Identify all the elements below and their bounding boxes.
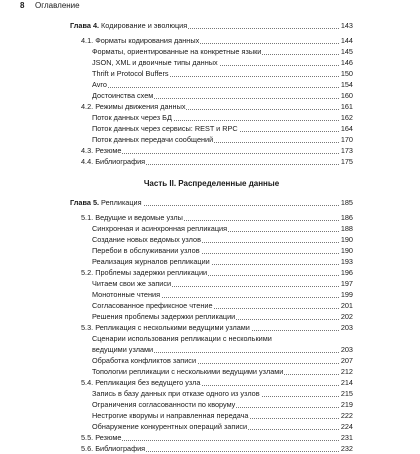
toc-entry-label: Согласованное префиксное чтение [70,301,214,310]
toc-entry[interactable] [70,35,353,46]
toc-entry[interactable] [70,256,353,267]
page-ref: 175 [340,157,353,166]
toc-entry[interactable] [70,123,353,134]
toc-entry[interactable] [70,344,353,355]
page-ref: 160 [340,91,353,100]
page-ref: 193 [340,257,353,266]
page-ref: 212 [340,367,353,376]
page-ref: 202 [340,312,353,321]
toc-entry[interactable] [70,156,353,167]
toc-entry-label: Читаем свои же записи [70,279,172,288]
page-ref: 215 [340,389,353,398]
chapter-title: Репликация [99,198,142,207]
page-ref: 188 [340,224,353,233]
page-ref: 162 [340,113,353,122]
page-ref: 144 [340,36,353,45]
toc-entry[interactable] [70,68,353,79]
toc-entry-label: Поток данных передачи сообщений [70,135,214,144]
toc-entry[interactable] [70,443,353,454]
page-ref: 231 [340,433,353,442]
toc-entry-label: Avro [70,80,108,89]
toc-entry[interactable] [70,245,353,256]
page-ref: 186 [340,213,353,222]
toc-entry[interactable] [70,289,353,300]
dot-leader [70,87,353,88]
toc-entry-label: Запись в базу данных при отказе одного из узлов [70,389,261,398]
page-ref: 196 [340,268,353,277]
page-ref: 164 [340,124,353,133]
table-of-contents [70,20,353,454]
page-ref: 207 [340,356,353,365]
toc-entry[interactable] [70,223,353,234]
toc-entry[interactable] [70,311,353,322]
running-title: Оглавление [35,1,80,10]
toc-entry-label: Thrift и Protocol Buffers [70,69,170,78]
toc-entry[interactable] [70,112,353,123]
toc-entry-label: ведущими узлами [70,345,154,354]
chapter-prefix: Глава 5. [70,198,100,207]
toc-entry[interactable] [70,278,353,289]
toc-entry[interactable] [70,234,353,245]
toc-entry-label: 5.4. Репликация без ведущего узла [70,378,202,387]
toc-entry-label: Обработка конфликтов записи [70,356,197,365]
page-ref: 232 [340,444,353,453]
page-ref: 190 [340,235,353,244]
toc-entry-label: 5.1. Ведущие и ведомые узлы [70,213,184,222]
toc-entry[interactable] [70,46,353,57]
toc-entry-label: Монотонные чтения [70,290,161,299]
toc-entry-label: Решения проблемы задержки репликации [70,312,236,321]
page-ref: 154 [340,80,353,89]
toc-entry-label: Сценарии использования репликации с несколькими [70,334,273,343]
toc-entry[interactable] [70,101,353,112]
page-ref: 199 [340,290,353,299]
page-ref: 224 [340,422,353,431]
toc-entry[interactable] [70,300,353,311]
page-ref: 150 [340,69,353,78]
page-ref: 161 [340,102,353,111]
toc-entry-label: Топологии репликации с несколькими ведущими узлами [70,367,284,376]
toc-entry[interactable] [70,79,353,90]
page-header [20,0,400,13]
page-ref: 190 [340,246,353,255]
toc-entry-label: 5.5. Резюме [70,433,122,442]
page-number: 8 [20,1,25,10]
toc-entry[interactable] [70,333,353,344]
chapter-5-heading[interactable] [70,197,353,208]
toc-entry[interactable] [70,57,353,68]
part-title: Часть II. Распределенные данные [143,179,280,188]
toc-entry[interactable] [70,322,353,333]
toc-entry-label: 4.4. Библиография [70,157,146,166]
page-ref: 143 [340,21,353,30]
toc-entry[interactable] [70,377,353,388]
toc-entry-label: 4.1. Форматы кодирования данных [70,36,200,45]
chapter-title: Кодирование и эволюция [99,21,188,30]
toc-entry[interactable] [70,90,353,101]
page-ref: 197 [340,279,353,288]
toc-entry[interactable] [70,388,353,399]
toc-entry-label: 5.2. Проблемы задержки репликации [70,268,208,277]
toc-entry-label: Ограничения согласованности по кворуму [70,400,236,409]
toc-entry-label: Реализация журналов репликации [70,257,211,266]
toc-entry[interactable] [70,212,353,223]
page-ref: 222 [340,411,353,420]
toc-entry[interactable] [70,145,353,156]
page-ref: 170 [340,135,353,144]
toc-entry[interactable] [70,421,353,432]
toc-entry[interactable] [70,355,353,366]
page-ref: 201 [340,301,353,310]
toc-entry-label: 5.3. Репликация с несколькими ведущими узлами [70,323,251,332]
toc-entry-label: Нестрогие кворумы и направленная передача [70,411,250,420]
page-ref: 146 [340,58,353,67]
toc-entry[interactable] [70,399,353,410]
toc-entry[interactable] [70,267,353,278]
chapter-4-heading[interactable] [70,20,353,31]
toc-entry-label: Создание новых ведомых узлов [70,235,202,244]
page-ref: 185 [340,198,353,207]
page-ref: 219 [340,400,353,409]
page-ref: 214 [340,378,353,387]
page-ref: 173 [340,146,353,155]
page-ref: 203 [340,323,353,332]
toc-entry[interactable] [70,134,353,145]
toc-entry-label: Поток данных через БД [70,113,173,122]
toc-entry-label: 5.6. Библиография [70,444,146,453]
page-ref: 203 [340,345,353,354]
toc-entry[interactable] [70,432,353,443]
toc-entry-label: JSON, XML и двоичные типы данных [70,58,219,67]
chapter-5-entries [70,212,353,454]
toc-entry-label: Поток данных через сервисы: REST и RPC [70,124,239,133]
toc-entry-label: 4.3. Резюме [70,146,122,155]
chapter-prefix: Глава 4. [70,21,100,30]
toc-entry-label: Синхронная и асинхронная репликация [70,224,228,233]
toc-entry-label: Обнаружение конкурентных операций записи [70,422,248,431]
page-ref: 145 [340,47,353,56]
chapter-4-entries [70,35,353,167]
toc-entry-label: Перебои в обслуживании узлов [70,246,201,255]
toc-entry-label: Достоинства схем [70,91,154,100]
toc-entry-label: 4.2. Режимы движения данных [70,102,186,111]
toc-entry[interactable] [70,410,353,421]
toc-entry[interactable] [70,366,353,377]
toc-entry-label: Форматы, ориентированные на конкретные языки [70,47,262,56]
